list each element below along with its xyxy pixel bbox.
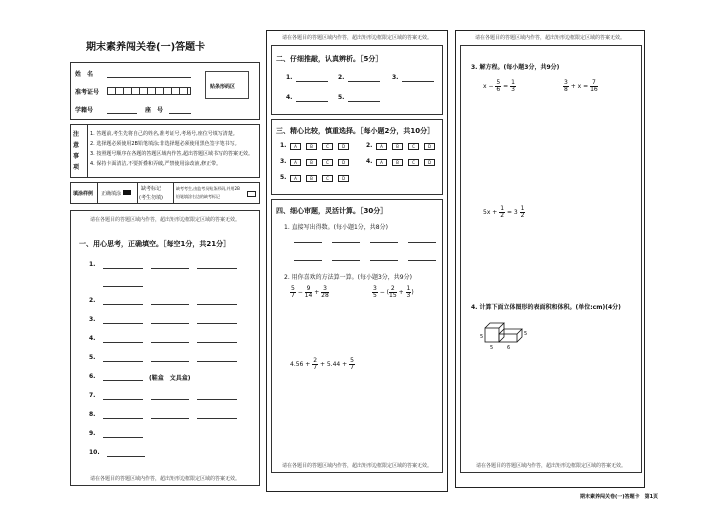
- answer-line[interactable]: [103, 380, 143, 381]
- notice-block: [70, 124, 260, 178]
- answer-line[interactable]: [151, 342, 189, 343]
- notice-item: 4. 保持卡面清洁,不要折叠和弄破,严禁使用涂改液,修正带。: [90, 161, 222, 167]
- answer-line[interactable]: [332, 242, 360, 243]
- answer-line[interactable]: [197, 304, 237, 305]
- page-footer: 期末素养闯关卷(一)答题卡 第1页: [580, 494, 659, 500]
- choice-bubble-d[interactable]: D: [424, 159, 435, 166]
- notice-label-char: 注: [73, 131, 80, 138]
- fraction: $\frac{3}{5}$: [373, 285, 377, 299]
- fraction: $\frac{9}{14}$: [304, 285, 313, 299]
- choice-bubble-b[interactable]: B: [306, 159, 317, 166]
- fraction: $\frac{1}{3}$: [406, 285, 411, 299]
- item-number: 7.: [89, 392, 96, 399]
- answer-line[interactable]: [103, 399, 143, 400]
- answer-line[interactable]: [103, 437, 143, 438]
- dimension-label: 5: [480, 334, 484, 340]
- dimension-label: 5: [524, 331, 528, 337]
- school-id-label: 学籍号: [75, 107, 94, 114]
- missing-mark-sub: (考生勿填): [139, 195, 163, 201]
- column-1: [66, 30, 262, 490]
- section-4-title: 四、细心审题，灵活计算。［30分］: [276, 207, 388, 215]
- answer-line[interactable]: [103, 342, 143, 343]
- answer-line[interactable]: [332, 260, 360, 261]
- region-note-bottom: 请在各题目的答题区域内作答，超出矩形边框限定区域的答案无效。: [475, 463, 626, 469]
- expression-3: 4.56 + $\frac{2}{7}$ + 5.44 + $\frac{5}{7}$: [290, 357, 354, 371]
- answer-line[interactable]: [197, 268, 237, 269]
- equation-2: $\frac{3}{8}$ + x = $\frac{7}{16}$: [564, 79, 598, 93]
- notice-item: 2. 选择题必须使用2B铅笔填涂;非选择题必须使用黑色签字笔书写。: [90, 141, 240, 147]
- notice-label-char: 事: [73, 153, 80, 160]
- choice-bubble-a[interactable]: A: [290, 143, 301, 150]
- item-number: 5.: [280, 174, 287, 181]
- solid-figure: [479, 316, 539, 356]
- section-3-title: 三、精心比较，慎重选择。［每小题2分，共10分］: [276, 127, 435, 135]
- expression-1: $\frac{5}{7}$ − $\frac{9}{14}$ + $\frac{3}{28}$: [291, 285, 329, 299]
- expression-2: $\frac{3}{5}$ − ( $\frac{2}{15}$ + $\frac{1}{3}$ ): [373, 285, 414, 299]
- choice-bubble-b[interactable]: B: [392, 143, 403, 150]
- answer-line[interactable]: [197, 399, 237, 400]
- answer-line[interactable]: [296, 81, 328, 82]
- barcode-label: 贴条形码区: [210, 84, 236, 90]
- answer-line[interactable]: [294, 242, 322, 243]
- item-number: 1.: [286, 74, 293, 81]
- notice-list: [90, 129, 258, 169]
- answer-line[interactable]: [103, 268, 143, 269]
- choice-bubble-d[interactable]: D: [338, 159, 349, 166]
- answer-line[interactable]: [197, 342, 237, 343]
- item-number: 5.: [89, 354, 96, 361]
- item-number: 6.: [89, 373, 96, 380]
- part-2-title: 2. 用你喜欢的方法算一算。(每小题3分，共9分): [284, 274, 412, 281]
- seat-field[interactable]: [169, 113, 191, 114]
- name-field[interactable]: [107, 77, 191, 78]
- section-4-frame: [271, 199, 443, 473]
- choice-bubble-d[interactable]: D: [424, 143, 435, 150]
- answer-line[interactable]: [151, 399, 189, 400]
- answer-line[interactable]: [151, 304, 189, 305]
- answer-line[interactable]: [197, 361, 237, 362]
- equation-title: 3. 解方程。(每小题3分，共9分): [471, 64, 560, 71]
- name-label: 姓 名: [75, 71, 94, 78]
- section-3-frame: [271, 119, 443, 195]
- choice-bubble-c[interactable]: C: [408, 159, 419, 166]
- column-3: [455, 30, 645, 488]
- answer-line[interactable]: [151, 418, 189, 419]
- section-1-frame: [70, 210, 260, 486]
- dimension-label: 6: [507, 345, 511, 351]
- missing-note: 缺考考生,由监考员贴条形码,并用2B铅笔填涂右边的缺考标记: [176, 186, 240, 199]
- answer-line[interactable]: [103, 361, 143, 362]
- school-id-field[interactable]: [107, 113, 137, 114]
- choice-bubble-a[interactable]: A: [376, 143, 387, 150]
- missing-checkbox[interactable]: [247, 191, 256, 197]
- choice-bubble-a[interactable]: A: [376, 159, 387, 166]
- section-col3-frame: [460, 45, 642, 473]
- region-note: 请在各题目的答题区域内作答，超出矩形边框限定区域的答案无效。: [89, 217, 240, 223]
- item-number: 4.: [366, 158, 373, 165]
- choice-bubble-a[interactable]: A: [290, 175, 301, 182]
- choice-bubble-a[interactable]: A: [290, 159, 301, 166]
- fraction: $\frac{3}{28}$: [321, 285, 329, 299]
- answer-line[interactable]: [151, 268, 189, 269]
- item-number: 2.: [338, 74, 345, 81]
- equation-1: x − $\frac{5}{6}$ = $\frac{1}{3}$: [483, 79, 515, 93]
- item-number: 1.: [280, 142, 287, 149]
- region-note-bottom: 请在各题目的答题区域内作答，超出矩形边框限定区域的答案无效。: [89, 476, 240, 482]
- region-note-bottom: 请在各题目的答题区域内作答，超出矩形边框限定区域的答案无效。: [281, 463, 432, 469]
- item-number: 2.: [89, 297, 96, 304]
- q6-hint: (鞋盒 文具盒): [149, 375, 191, 382]
- choice-bubble-c[interactable]: C: [322, 143, 333, 150]
- item-number: 1.: [89, 261, 96, 268]
- answer-line[interactable]: [197, 418, 237, 419]
- choice-bubble-b[interactable]: B: [306, 143, 317, 150]
- notice-label-char: 意: [73, 142, 80, 149]
- item-number: 2.: [366, 142, 373, 149]
- choice-bubble-c[interactable]: C: [408, 143, 419, 150]
- fraction: $\frac{5}{7}$: [350, 357, 354, 371]
- section-1-title: 一、用心思考，正确填空。［每空1分，共21分］: [79, 240, 231, 248]
- answer-line[interactable]: [370, 242, 398, 243]
- region-note: 请在各题目的答题区域内作答，超出矩形边框限定区域的答案无效。: [474, 35, 625, 41]
- missing-mark-label: 缺考标记: [141, 186, 162, 192]
- item-number: 4.: [286, 94, 293, 101]
- part-1-title: 1. 直接写出得数。(每小题1分，共8分): [284, 224, 388, 231]
- answer-line[interactable]: [402, 81, 434, 82]
- exam-id-label: 准考证号: [75, 89, 100, 96]
- fill-example-label: 填涂样例: [73, 191, 94, 197]
- answer-line[interactable]: [408, 260, 436, 261]
- choice-bubble-b[interactable]: B: [392, 159, 403, 166]
- item-number: 5.: [338, 94, 345, 101]
- notice-item: 1. 答题前,考生先将自己的姓名,准考证号,考场号,座位号填写清楚。: [90, 131, 238, 137]
- fraction: $\frac{5}{7}$: [291, 285, 295, 299]
- equation-3: 5x + $\frac{1}{2}$ = 3 $\frac{1}{2}$: [483, 205, 525, 219]
- dimension-label: 5: [490, 345, 494, 351]
- section-2-title: 二、仔细推敲，认真辨析。［5分］: [276, 55, 383, 63]
- fraction: $\frac{5}{6}$: [496, 79, 501, 93]
- answer-line[interactable]: [151, 323, 189, 324]
- item-number: 10.: [89, 449, 100, 456]
- choice-bubble-d[interactable]: D: [338, 175, 349, 182]
- item-number: 3.: [280, 158, 287, 165]
- correct-fill-label: 正确填涂: [101, 191, 122, 197]
- item-number: 9.: [89, 430, 96, 437]
- fill-example-block: [70, 182, 260, 204]
- notice-label: [73, 129, 85, 173]
- choice-bubble-c[interactable]: C: [322, 159, 333, 166]
- answer-line[interactable]: [103, 286, 143, 287]
- answer-line[interactable]: [296, 101, 328, 102]
- answer-line[interactable]: [103, 323, 143, 324]
- fraction: $\frac{1}{2}$: [520, 205, 525, 219]
- barcode-area: [205, 71, 249, 99]
- answer-line[interactable]: [408, 242, 436, 243]
- answer-line[interactable]: [107, 456, 145, 457]
- notice-item: 3. 按照题号顺序在各题的答题区域内作答,超出答题区域书写的答案无效。: [90, 151, 253, 157]
- answer-line[interactable]: [370, 260, 398, 261]
- choice-bubble-c[interactable]: C: [322, 175, 333, 182]
- answer-line[interactable]: [103, 304, 143, 305]
- item-number: 3.: [392, 74, 399, 81]
- region-note: 请在各题目的答题区域内作答，超出矩形边框限定区域的答案无效。: [281, 35, 432, 41]
- column-2: [266, 30, 448, 492]
- answer-line[interactable]: [151, 361, 189, 362]
- notice-label-char: 项: [73, 164, 80, 171]
- fraction: $\frac{2}{7}$: [313, 357, 318, 371]
- choice-bubble-b[interactable]: B: [306, 175, 317, 182]
- item-number: 3.: [89, 316, 96, 323]
- exam-id-field[interactable]: [107, 87, 191, 95]
- info-block: [70, 62, 260, 120]
- area-volume-title: 4. 计算下面立体图形的表面积和体积。(单位:cm)(4分): [471, 304, 621, 311]
- item-number: 4.: [89, 335, 96, 342]
- fraction: $\frac{1}{2}$: [500, 205, 505, 219]
- fraction: $\frac{7}{16}$: [590, 79, 598, 93]
- card-title: 期末素养闯关卷(一)答题卡: [86, 42, 206, 53]
- seat-label: 座 号: [145, 107, 164, 114]
- answer-line[interactable]: [197, 323, 237, 324]
- fraction: $\frac{1}{3}$: [511, 79, 515, 93]
- choice-bubble-d[interactable]: D: [338, 143, 349, 150]
- answer-line[interactable]: [348, 81, 380, 82]
- section-2-frame: [271, 45, 443, 115]
- fraction: $\frac{2}{15}$: [389, 285, 397, 299]
- answer-line[interactable]: [348, 101, 380, 102]
- answer-line[interactable]: [294, 260, 322, 261]
- filled-mark: [123, 190, 131, 195]
- item-number: 8.: [89, 411, 96, 418]
- answer-line[interactable]: [103, 418, 143, 419]
- fraction: $\frac{3}{8}$: [564, 79, 568, 93]
